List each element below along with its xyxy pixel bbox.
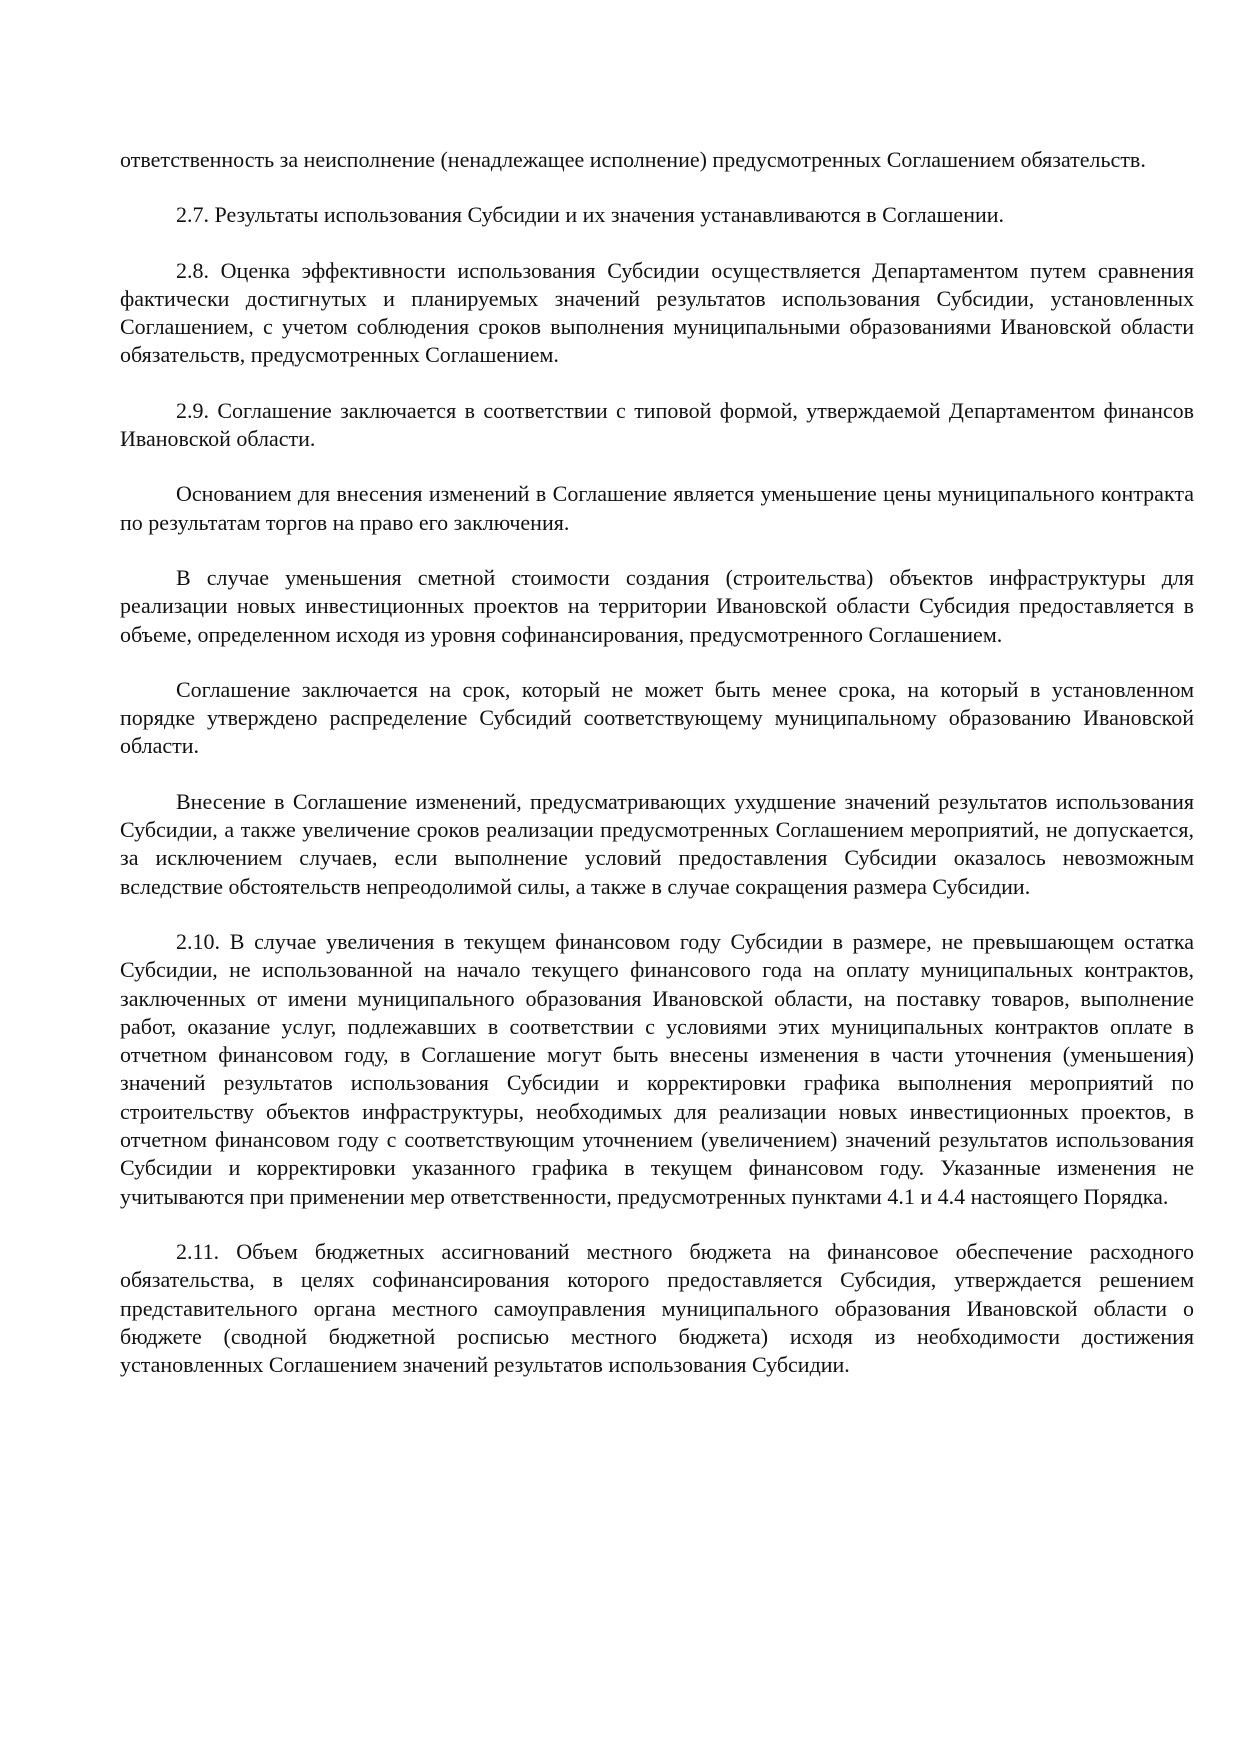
paragraph-2-10: 2.10. В случае увеличения в текущем финансовом году Субсидии в размере, не превышающем остатка Субсидии, не использованной на начало текущего финансового года на оплату муниципальных контрактов, заключенных от имени муниципального образования Ивановской области, на поставку товаров, выполнение работ, оказание услуг, подлежавших в соответствии с условиями этих муниципальных контрактов оплате в отчетном финансовом году, в Соглашение могут быть внесены изменения в части уточнения (уменьшения) значений результатов использования Субсидии и корректировки графика выполнения мероприятий по строительству объектов инфраструктуры, необходимых для реализации новых инвестиционных проектов, в отчетном финансовом году с соответствующим уточнением (увеличением) значений результатов использования Субсидии и корректировки указанного графика в текущем финансовом году. Указанные изменения не учитываются при применении мер ответственности, предусмотренных пунктами 4.1 и 4.4 настоящего Порядка. (120, 928, 1194, 1209)
paragraph-continuation: ответственность за неисполнение (ненадлежащее исполнение) предусмотренных Соглашением обязательств. (120, 147, 1146, 172)
paragraph-2-9: 2.9. Соглашение заключается в соответствии с типовой формой, утверждаемой Департаментом финансов Ивановской области. (120, 397, 1194, 452)
paragraph-cost-reduction: В случае уменьшения сметной стоимости создания (строительства) объектов инфраструктуры для реализации новых инвестиционных проектов на территории Ивановской области Субсидия предоставляется в объеме, определенном исходя из уровня софинансирования, предусмотренного Соглашением. (120, 564, 1194, 647)
paragraph-term: Соглашение заключается на срок, который не может быть менее срока, на который в установленном порядке утверждено распределение Субсидий соответствующему муниципальному образованию Ивановской области. (120, 676, 1194, 759)
document-page (120, 146, 1194, 1406)
paragraph-2-11: 2.11. Объем бюджетных ассигнований местного бюджета на финансовое обеспечение расходного обязательства, в целях софинансирования которого предоставляется Субсидия, утверждается решением представительного органа местного самоуправления муниципального образования Ивановской области о бюджете (сводной бюджетной росписью местного бюджета) исходя из необходимости достижения установленных Соглашением значений результатов использования Субсидии. (120, 1238, 1194, 1378)
paragraph-amendments: Внесение в Соглашение изменений, предусматривающих ухудшение значений результатов использования Субсидии, а также увеличение сроков реализации предусмотренных Соглашением мероприятий, не допускается, за исключением случаев, если выполнение условий предоставления Субсидии оказалось невозможным вследствие обстоятельств непреодолимой силы, а также в случае сокращения размера Субсидии. (120, 788, 1194, 899)
paragraph-2-7: 2.7. Результаты использования Субсидии и их значения устанавливаются в Соглашении. (176, 202, 1005, 228)
paragraph-amendment-basis: Основанием для внесения изменений в Соглашение является уменьшение цены муниципального контракта по результатам торгов на право его заключения. (120, 481, 1194, 535)
paragraph-2-8: 2.8. Оценка эффективности использования Субсидии осуществляется Департаментом путем сравнения фактически достигнутых и планируемых значений результатов использования Субсидии, установленных Соглашением, с учетом соблюдения сроков выполнения муниципальными образованиями Ивановской области обязательств, предусмотренных Соглашением. (120, 257, 1194, 368)
